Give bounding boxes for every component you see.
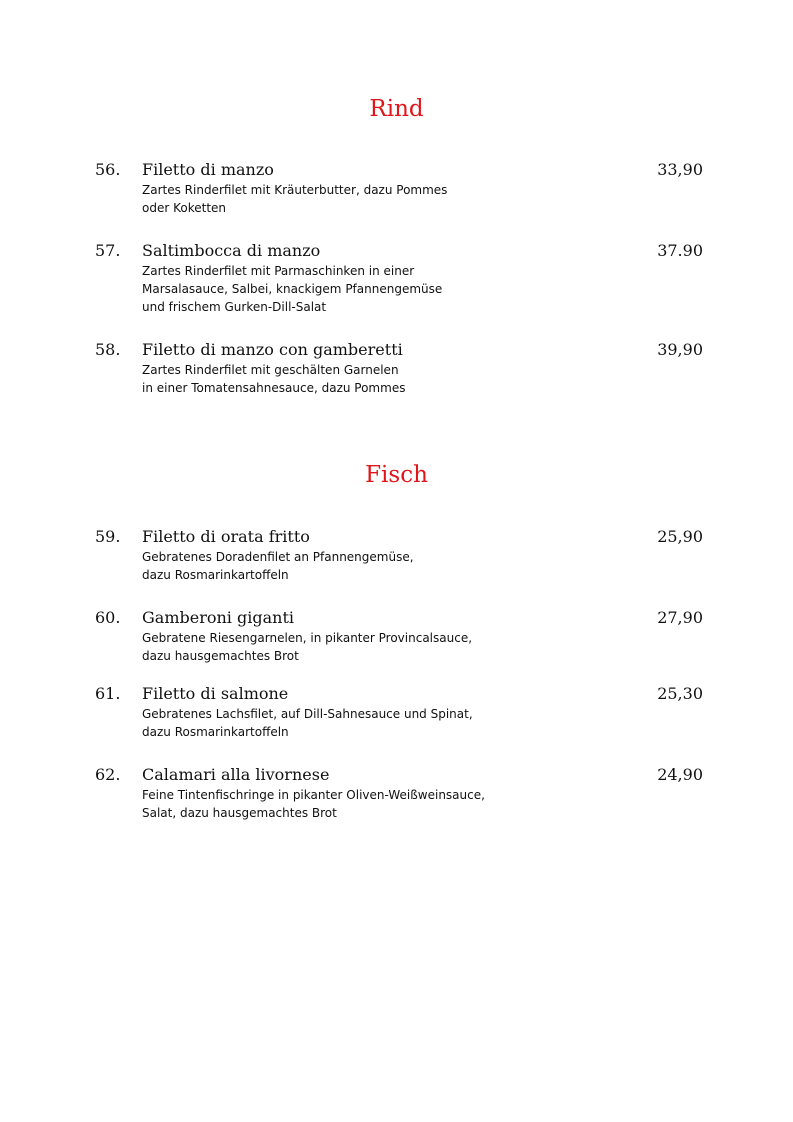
item-description — [142, 629, 472, 665]
item-name: Calamari alla livornese — [142, 765, 330, 784]
item-number: 62. — [95, 765, 121, 784]
description-line: dazu Rosmarinkartoffeln — [142, 568, 289, 582]
description-line: Zartes Rinderfilet mit Parmaschinken in einer — [142, 264, 415, 278]
item-name: Saltimbocca di manzo — [142, 241, 321, 260]
description-line: Salat, dazu hausgemachtes Brot — [142, 806, 337, 820]
item-name: Gamberoni giganti — [142, 608, 294, 627]
item-description — [142, 705, 473, 741]
item-name: Filetto di orata fritto — [142, 527, 310, 546]
description-line: Zartes Rinderfilet mit geschälten Garnelen — [142, 363, 399, 377]
description-line: Marsalasauce, Salbei, knackigem Pfannengemüse — [142, 282, 443, 296]
description-line: Gebratenes Doradenfilet an Pfannengemüse, — [142, 550, 414, 564]
item-price: 27,90 — [657, 608, 703, 627]
description-line: in einer Tomatensahnesauce, dazu Pommes — [142, 381, 406, 395]
item-number: 56. — [95, 160, 121, 179]
item-description — [142, 181, 447, 217]
item-price: 25,90 — [657, 527, 703, 546]
description-line: dazu Rosmarinkartoffeln — [142, 725, 289, 739]
item-price: 25,30 — [657, 684, 703, 703]
item-description — [142, 262, 442, 316]
description-line: oder Koketten — [142, 201, 227, 215]
section-title-fisch: Fisch — [365, 462, 428, 488]
item-number: 57. — [95, 241, 121, 260]
item-price: 24,90 — [657, 765, 703, 784]
item-name: Filetto di manzo con gamberetti — [142, 340, 403, 359]
item-number: 59. — [95, 527, 121, 546]
item-description — [142, 786, 485, 822]
description-line: Zartes Rinderfilet mit Kräuterbutter, dazu Pommes — [142, 183, 448, 197]
description-line: und frischem Gurken-Dill-Salat — [142, 300, 327, 314]
item-price: 33,90 — [657, 160, 703, 179]
item-price: 37.90 — [657, 241, 703, 260]
item-description — [142, 361, 405, 397]
item-number: 58. — [95, 340, 121, 359]
description-line: Feine Tintenfischringe in pikanter Oliven-Weißweinsauce, — [142, 788, 485, 802]
description-line: Gebratene Riesengarnelen, in pikanter Provincalsauce, — [142, 631, 473, 645]
section-title-rind: Rind — [369, 96, 424, 122]
item-name: Filetto di manzo — [142, 160, 274, 179]
description-line: Gebratenes Lachsfilet, auf Dill-Sahnesauce und Spinat, — [142, 707, 473, 721]
item-price: 39,90 — [657, 340, 703, 359]
item-description — [142, 548, 414, 584]
description-line: dazu hausgemachtes Brot — [142, 649, 299, 663]
item-number: 61. — [95, 684, 121, 703]
item-name: Filetto di salmone — [142, 684, 289, 703]
item-number: 60. — [95, 608, 121, 627]
